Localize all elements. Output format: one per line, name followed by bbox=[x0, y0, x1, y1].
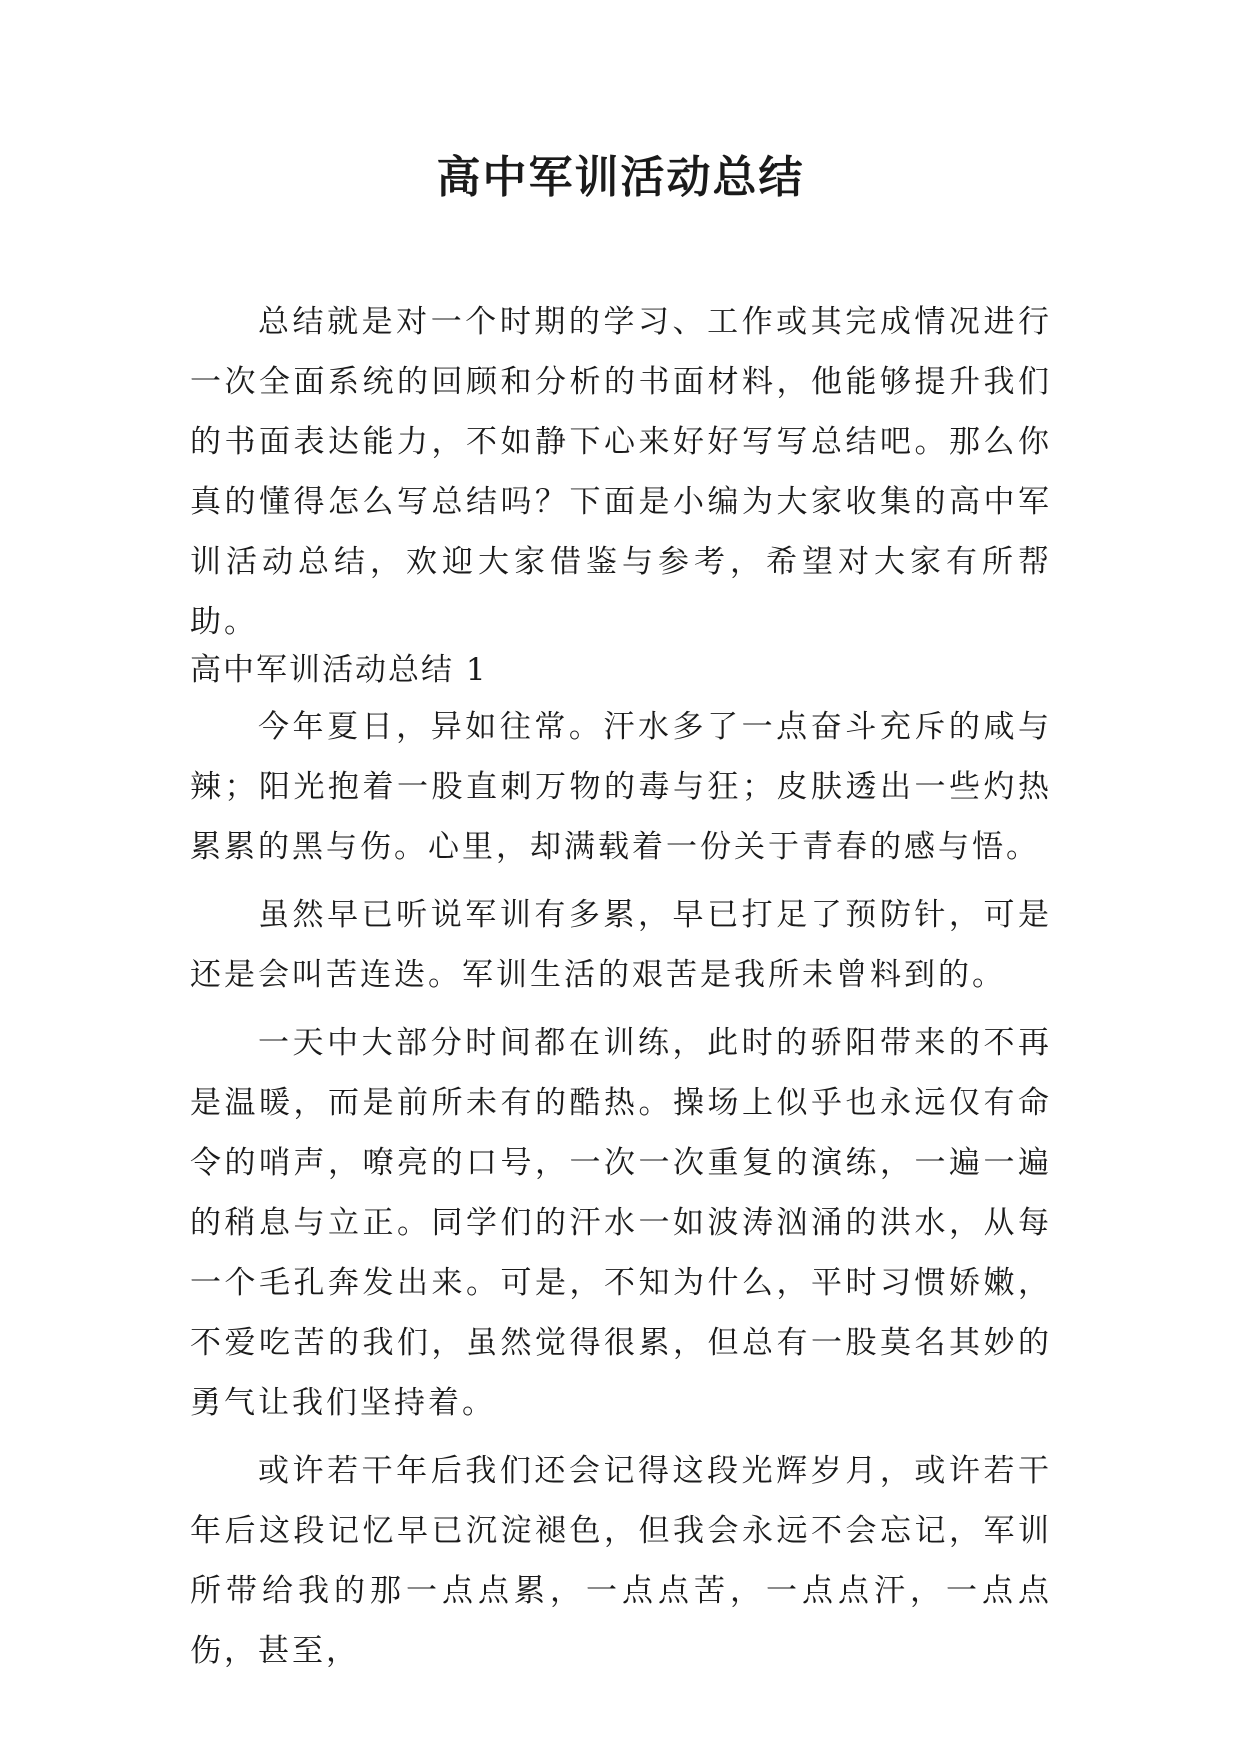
body-paragraph-1: 今年夏日，异如往常。汗水多了一点奋斗充斥的咸与辣；阳光抱着一股直刺万物的毒与狂；皮肤透出一些灼热累累的黑与伤。心里，却满载着一份关于青春的感与悟。 bbox=[190, 709, 1052, 865]
body-paragraph-2: 虽然早已听说军训有多累，早已打足了预防针，可是还是会叫苦连迭。军训生活的艰苦是我所未曾料到的。 bbox=[190, 897, 1052, 993]
document-title: 高中军训活动总结 bbox=[436, 152, 805, 203]
section-heading: 高中军训活动总结 1 bbox=[190, 652, 488, 688]
intro-block bbox=[190, 292, 1052, 652]
section-body bbox=[190, 697, 1052, 1689]
body-paragraph-3: 一天中大部分时间都在训练，此时的骄阳带来的不再是温暖，而是前所未有的酷热。操场上似乎也永远仅有命令的哨声，嘹亮的口号，一次一次重复的演练，一遍一遍的稍息与立正。同学们的汗水一如波涛汹涌的洪水，从每一个毛孔奔发出来。可是，不知为什么，平时习惯娇嫩，不爱吃苦的我们，虽然觉得很累，但总有一股莫名其妙的勇气让我们坚持着。 bbox=[190, 1025, 1052, 1421]
intro-paragraph: 总结就是对一个时期的学习、工作或其完成情况进行一次全面系统的回顾和分析的书面材料，他能够提升我们的书面表达能力，不如静下心来好好写写总结吧。那么你真的懂得怎么写总结吗？下面是小编为大家收集的高中军训活动总结，欢迎大家借鉴与参考，希望对大家有所帮助。 bbox=[190, 304, 1052, 640]
body-paragraph-4: 或许若干年后我们还会记得这段光辉岁月，或许若干年后这段记忆早已沉淀褪色，但我会永远不会忘记，军训所带给我的那一点点累，一点点苦，一点点汗，一点点伤，甚至， bbox=[190, 1453, 1052, 1669]
